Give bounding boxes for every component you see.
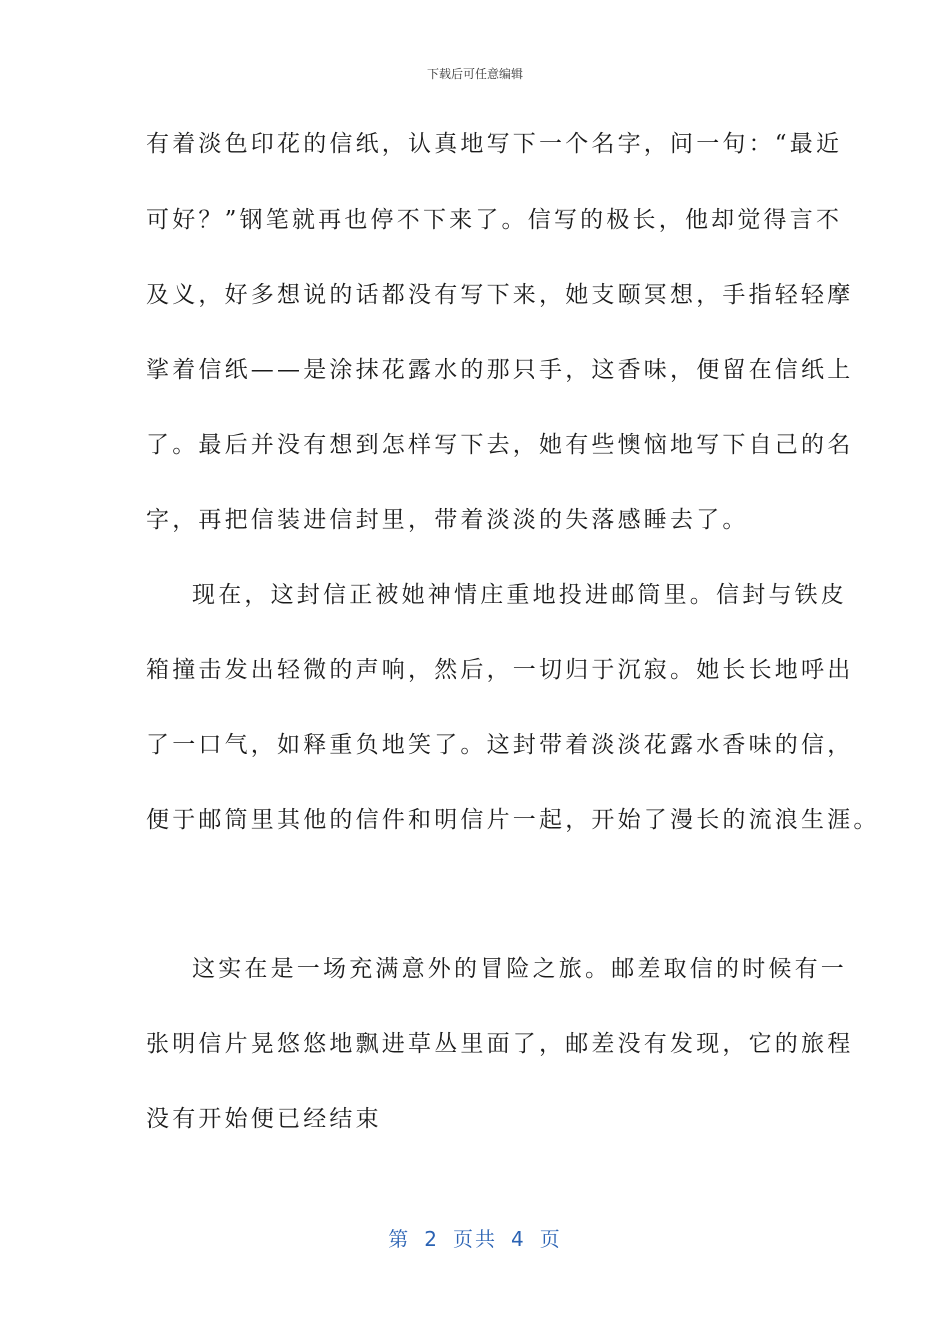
current-page-number: 2 (424, 1227, 439, 1251)
text-line: 了。最后并没有想到怎样写下去，她有些懊恼地写下自己的名 (146, 432, 854, 458)
total-pages-number: 4 (511, 1227, 526, 1251)
text-line: 及义，好多想说的话都没有写下来，她支颐冥想，手指轻轻摩 (146, 282, 854, 308)
text-line: 没有开始便已经结束 (146, 1106, 382, 1132)
text-line: 字，再把信装进信封里，带着淡淡的失落感睡去了。 (146, 507, 749, 533)
text-line: 现在，这封信正被她神情庄重地投进邮筒里。信封与铁皮 (192, 582, 847, 608)
page-footer (0, 1226, 950, 1252)
text-line: 便于邮筒里其他的信件和明信片一起，开始了漫长的流浪生涯。 (146, 807, 880, 833)
text-line: 挲着信纸——是涂抹花露水的那只手，这香味，便留在信纸上 (146, 357, 854, 383)
text-line: 了一口气，如释重负地笑了。这封带着淡淡花露水香味的信， (146, 732, 854, 758)
text-line: 有着淡色印花的信纸，认真地写下一个名字，问一句：“最近 (146, 131, 843, 157)
page-header: 下载后可任意编辑 (426, 67, 523, 81)
text-line: 这实在是一场充满意外的冒险之旅。邮差取信的时候有一 (192, 956, 847, 982)
page-label-prefix: 第 (388, 1227, 411, 1251)
text-line: 箱撞击发出轻微的声响，然后，一切归于沉寂。她长长地呼出 (146, 657, 854, 683)
text-line: 可好？”钢笔就再也停不下来了。信写的极长，他却觉得言不 (146, 207, 843, 233)
text-line: 张明信片晃悠悠地飘进草丛里面了，邮差没有发现，它的旅程 (146, 1031, 854, 1057)
page-label-suffix: 页 (539, 1227, 562, 1251)
page-label-middle: 页共 (453, 1227, 497, 1251)
